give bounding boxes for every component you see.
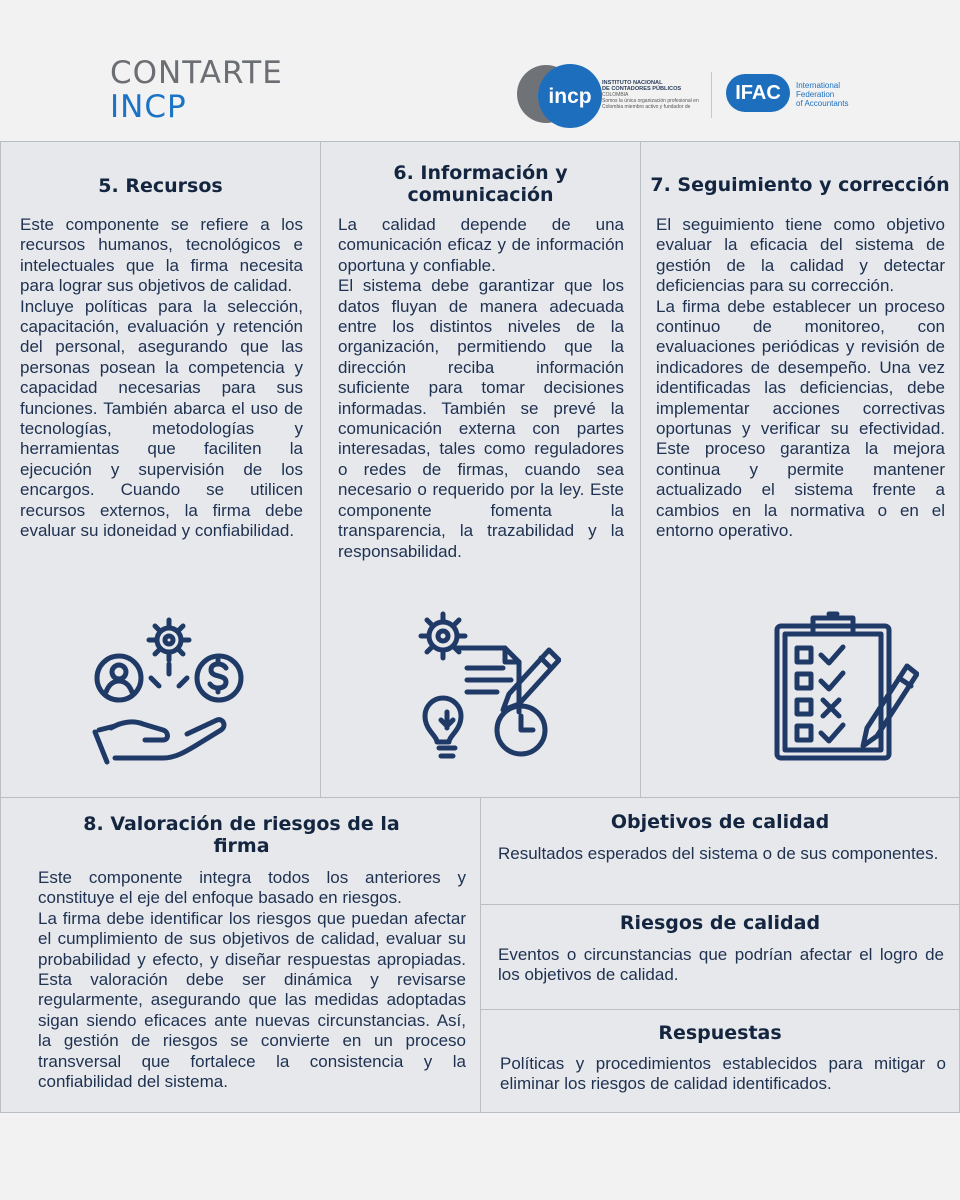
section-body — [656, 215, 945, 542]
incp-desc-2: Colombia miembro activo y fundador de — [602, 104, 691, 110]
definition-responses — [480, 1009, 960, 1113]
definition-title: Riesgos de calidad — [619, 912, 821, 934]
incp-logo-text: incp — [548, 85, 592, 108]
incp-name-2: DE CONTADORES PÚBLICOS — [602, 86, 682, 92]
section-body — [338, 215, 624, 562]
section-body — [38, 868, 466, 1092]
definition-quality-objectives — [480, 797, 960, 905]
incp-name-1: INSTITUTO NACIONAL — [602, 80, 663, 86]
ifac-line-3: of Accountants — [796, 99, 849, 108]
incp-name-3: COLOMBIA — [602, 92, 629, 98]
section-resources — [0, 141, 321, 798]
incp-text — [602, 80, 699, 110]
logo-divider — [711, 72, 712, 118]
brand-line-1: CONTARTE — [110, 55, 283, 91]
ifac-logo-mark: IFAC — [726, 74, 790, 112]
section-title-line-2: comunicación — [407, 184, 554, 206]
section-body — [20, 215, 303, 542]
definition-title: Respuestas — [658, 1022, 782, 1044]
paragraph: La calidad depende de una comunicación eficaz y de información oportuna y confiable. — [338, 215, 624, 275]
information-document-icon — [411, 608, 561, 768]
brand-line-2: INCP — [110, 89, 187, 125]
clipboard-checklist-icon — [769, 608, 919, 768]
definition-text: Políticas y procedimientos establecidos para mitigar o eliminar los riesgos de calidad identificados. — [500, 1054, 946, 1094]
section-title-line-1: 6. Información y — [393, 162, 568, 184]
definition-title: Objetivos de calidad — [610, 811, 830, 833]
incp-circles-icon — [510, 58, 602, 130]
definition-quality-risks — [480, 904, 960, 1010]
section-title-line-2: firma — [213, 835, 270, 857]
paragraph: Incluye políticas para la selección, capacitación, evaluación y retención del personal, asegurando que las personas posean la competencia y capacidad necesarias para sus funciones. También abarca el uso de tecnologías, metodologías y herramientas que faciliten la ejecución y supervisión de los encargos. Cuando se utilicen recursos externos, la firma debe evaluar su idoneidad y confiabilidad. — [20, 296, 303, 541]
section-title-line-1: 8. Valoración de riesgos de la — [83, 813, 400, 835]
ifac-text — [796, 81, 848, 108]
paragraph: La firma debe establecer un proceso continuo de monitoreo, con evaluaciones periódicas y revisión de indicadores de desempeño. Una vez identificadas las deficiencias, debe implementar acciones correctivas oportunas y verificar su efectividad. Este proceso garantiza la mejora continua y permite mantener actualizado el sistema frente a cambios en la normativa o en el entorno operativo. — [656, 296, 945, 541]
paragraph: La firma debe identificar los riesgos que puedan afectar el cumplimiento de sus objetivos de calidad, evaluar su probabilidad y efecto, y diseñar respuestas apropiadas. Esta valoración debe ser dinámica y revisarse regularmente, asegurando que las medidas adoptadas sigan siendo eficaces ante nuevas circunstancias. Así, la gestión de riesgos se convierte en un proceso transversal que fortalece la consistencia y la confiabilidad del sistema. — [38, 908, 466, 1092]
section-title — [1, 813, 482, 857]
ifac-logo — [726, 72, 856, 112]
section-monitoring — [640, 141, 960, 798]
definition-text: Resultados esperados del sistema o de sus componentes. — [498, 844, 939, 863]
brand-logo — [110, 56, 283, 124]
incp-logo — [510, 58, 710, 130]
section-risk-assessment — [0, 797, 481, 1113]
section-information — [320, 141, 641, 798]
section-title: 7. Seguimiento y corrección — [650, 174, 950, 196]
definition-text: Eventos o circunstancias que podrían afectar el logro de los objetivos de calidad. — [498, 945, 944, 985]
incp-desc-1: Somos la única organización profesional en — [602, 98, 699, 104]
ifac-line-1: International — [796, 81, 841, 90]
section-title: 5. Recursos — [98, 175, 223, 197]
paragraph: Este componente se refiere a los recursos humanos, tecnológicos e intelectuales que la firma necesita para lograr sus objetivos de calidad. — [20, 215, 303, 296]
ifac-line-2: Federation — [796, 90, 835, 99]
resources-hand-icon — [89, 612, 249, 772]
paragraph: Este componente integra todos los anteriores y constituye el eje del enfoque basado en riesgos. — [38, 868, 466, 908]
section-title — [321, 162, 640, 206]
paragraph: El sistema debe garantizar que los datos fluyan de manera adecuada entre los distintos niveles de la organización, permitiendo que la dirección reciba información suficiente para tomar decisiones informadas. También se prevé la comunicación externa con partes interesadas, tales como reguladores o redes de firmas, cuando sea necesario o requerido por la ley. Este componente fomenta la transparencia, la trazabilidad y la responsabilidad. — [338, 276, 624, 561]
paragraph: El seguimiento tiene como objetivo evaluar la eficacia del sistema de gestión de la calidad y detectar deficiencias para su corrección. — [656, 215, 945, 296]
